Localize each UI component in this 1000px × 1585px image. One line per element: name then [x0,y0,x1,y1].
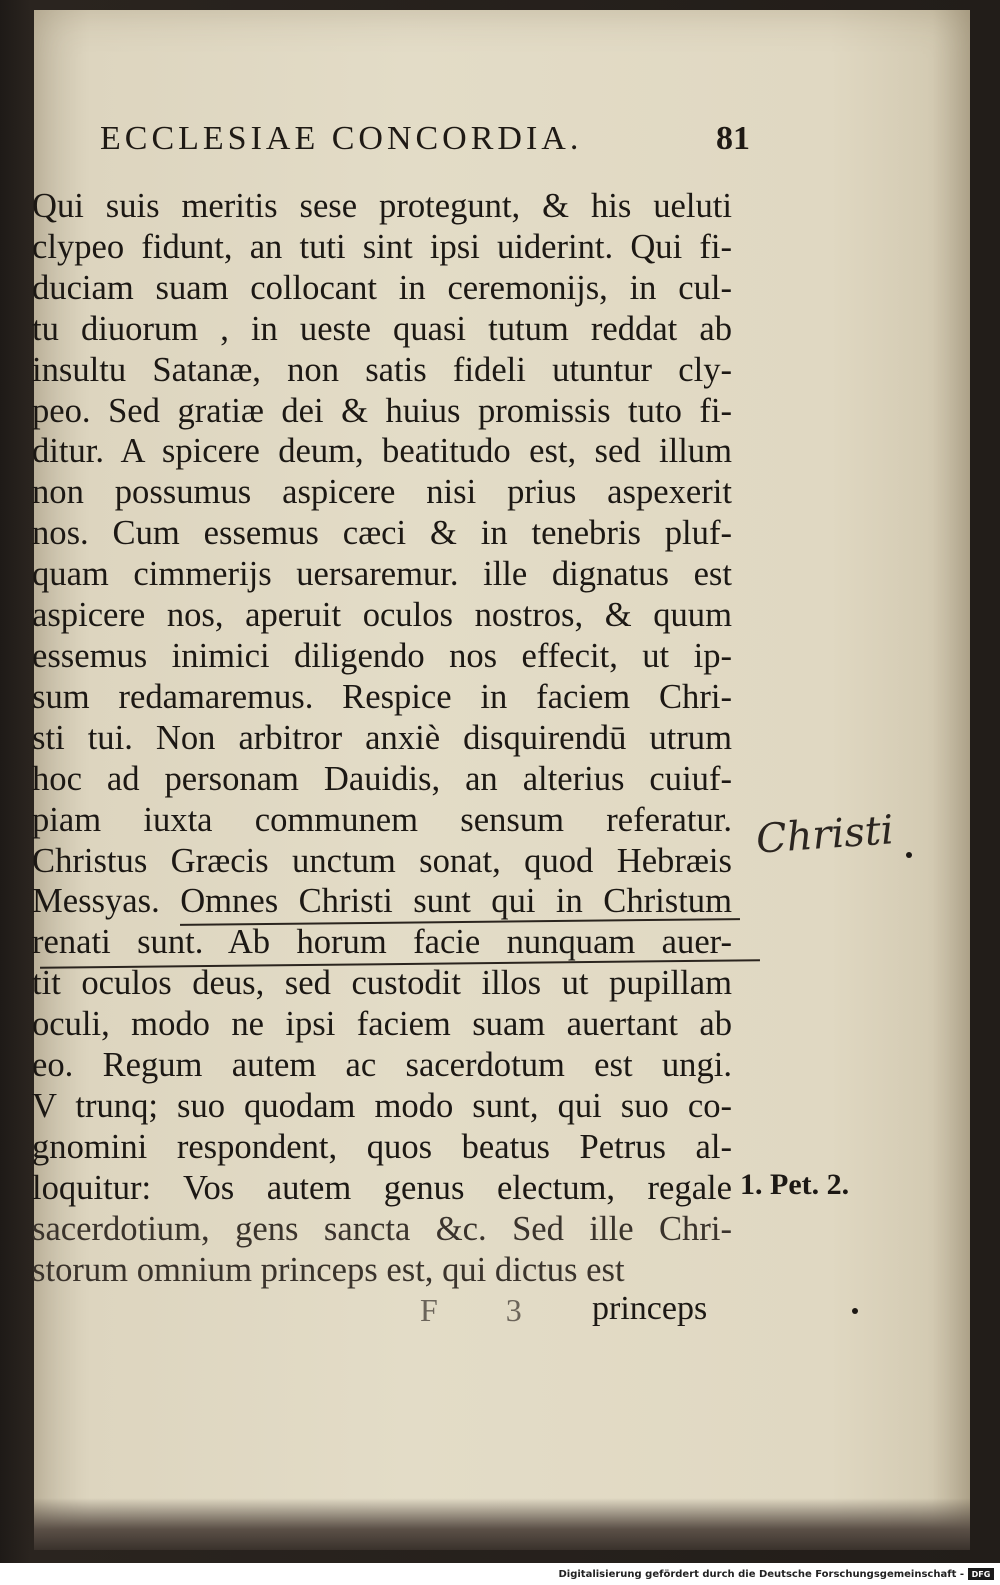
text-line: insultu Satanæ, non satis fideli utuntur cly- [32,350,732,389]
text-line: tu diuorum , in ueste quasi tutum reddat ab [32,309,732,348]
text-line: Messyas. Omnes Christi sunt qui in Christum [32,882,732,921]
text-line: V trunq; suo quodam modo sunt, qui suo co- [32,1086,732,1125]
text-line: duciam suam collocant in ceremonijs, in cul- [32,268,732,307]
text-line: nos. Cum essemus cæci & in tenebris pluf- [32,514,732,553]
handwritten-note: Christi [754,807,896,863]
running-title: ECCLESIAE CONCORDIA. [100,120,583,157]
page-bottom-edge [34,1498,970,1550]
text-line: clypeo fidunt, an tuti sint ipsi uiderint. Qui fi- [32,227,732,266]
dfg-logo: DFG [968,1568,994,1580]
text-line: oculi, modo ne ipsi faciem suam auertant ab [32,1005,732,1044]
text-line: piam iuxta communem sensum referatur. [32,800,732,839]
text-line: peo. Sed gratiæ dei & huius promissis tuto fi- [32,391,732,430]
text-line: renati sunt. Ab horum facie nunquam auer- [32,923,732,962]
text-line: sacerdotium, gens sancta &c. Sed ille Chri- [32,1209,732,1248]
text-line: non possumus aspicere nisi prius aspexerit [32,473,732,512]
text-line: storum omnium princeps est, qui dictus est [32,1250,625,1289]
text-line: essemus inimici diligendo nos effecit, ut ip- [32,636,732,675]
signature-mark: F 3 [420,1292,552,1328]
text-line: ditur. A spicere deum, beatitudo est, sed illum [32,432,732,471]
ink-dot [906,852,912,858]
footer-credit-bar [0,1563,1000,1585]
text-line: sum redamaremus. Respice in faciem Chri- [32,677,732,716]
footer-credit: Digitalisierung gefördert durch die Deutsche Forschungsgemeinschaft - [558,1568,964,1580]
ink-dot [852,1308,858,1314]
text-line: gnomini respondent, quos beatus Petrus al- [32,1127,732,1166]
text-line: Christus Græcis unctum sonat, quod Hebræis [32,841,732,880]
text-line: eo. Regum autem ac sacerdotum est ungi. [32,1046,732,1085]
running-head [100,120,750,158]
text-line: hoc ad personam Dauidis, an alterius cuiuf- [32,759,732,798]
body-text [32,186,732,1290]
catchword: princeps [592,1290,708,1327]
marginal-reference: 1. Pet. 2. [740,1168,850,1201]
text-line: quam cimmerijs uersaremur. ille dignatus est [32,555,732,594]
text-line: Qui suis meritis sese protegunt, & his ueluti [32,187,732,225]
text-line: sti tui. Non arbitror anxiè disquirendū utrum [32,718,732,757]
text-line: aspicere nos, aperuit oculos nostros, & quum [32,596,732,635]
page-number: 81 [716,120,750,157]
text-line: loquitur: Vos autem genus electum, regale [32,1168,732,1207]
text-line: tit oculos deus, sed custodit illos ut pupillam [32,964,732,1003]
